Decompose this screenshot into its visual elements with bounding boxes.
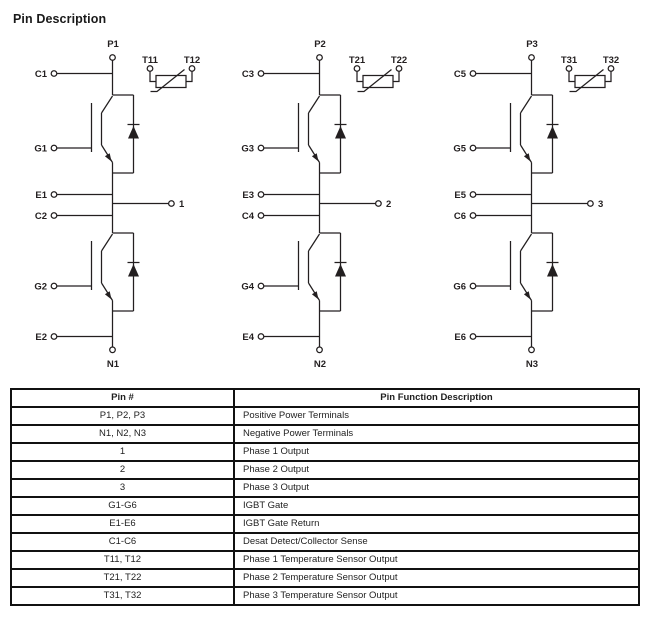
terminal-n xyxy=(529,347,535,353)
terminal-g-lower xyxy=(470,283,476,289)
emitter-arrow-upper-icon xyxy=(105,153,112,161)
table-row xyxy=(11,551,639,569)
description-cell: Phase 2 Temperature Sensor Output xyxy=(234,569,639,587)
terminal-c-lower xyxy=(258,213,264,219)
description-cell: Phase 1 Output xyxy=(234,443,639,461)
terminal-p xyxy=(317,55,323,61)
terminal-output xyxy=(588,201,594,207)
label-g-upper: G3 xyxy=(241,143,254,155)
pin-cell: T11, T12 xyxy=(11,551,234,569)
label-t-right: T12 xyxy=(183,55,201,66)
terminal-output xyxy=(376,201,382,207)
label-p: P2 xyxy=(314,39,326,50)
terminal-t-left xyxy=(147,66,153,72)
label-c-upper: C1 xyxy=(34,69,47,80)
label-g-lower: G4 xyxy=(241,281,254,293)
table-row xyxy=(11,407,639,425)
description-cell: IGBT Gate xyxy=(234,497,639,515)
diode-upper-icon xyxy=(335,126,346,139)
terminal-e-lower xyxy=(470,334,476,340)
terminal-g-lower xyxy=(258,283,264,289)
label-n: N1 xyxy=(106,359,120,370)
label-c-lower: C4 xyxy=(241,211,254,222)
label-t-left: T21 xyxy=(348,55,366,66)
label-e-lower: E6 xyxy=(454,332,466,343)
label-t-right: T22 xyxy=(390,55,408,66)
label-t-right: T32 xyxy=(602,55,620,66)
label-n: N2 xyxy=(313,359,327,370)
terminal-e-upper xyxy=(470,192,476,198)
table-row xyxy=(11,587,639,605)
terminal-e-upper xyxy=(258,192,264,198)
diode-lower-icon xyxy=(128,264,139,277)
emitter-arrow-upper-icon xyxy=(524,153,531,161)
label-p: P1 xyxy=(107,39,119,50)
label-e-lower: E4 xyxy=(242,332,254,343)
emitter-arrow-lower-icon xyxy=(524,291,531,299)
table-row xyxy=(11,425,639,443)
terminal-p xyxy=(110,55,116,61)
terminal-g-upper xyxy=(470,145,476,151)
label-g-lower: G2 xyxy=(34,281,47,293)
pin-cell: E1-E6 xyxy=(11,515,234,533)
description-cell: Phase 3 Temperature Sensor Output xyxy=(234,587,639,605)
terminal-t-right xyxy=(189,66,195,72)
label-output: 2 xyxy=(386,199,392,210)
terminal-t-left xyxy=(566,66,572,72)
label-g-lower: G6 xyxy=(453,281,466,293)
label-g-upper: G1 xyxy=(34,143,47,155)
label-output: 3 xyxy=(598,199,604,210)
half-bridge-wiring xyxy=(57,60,169,347)
label-output: 1 xyxy=(179,199,185,210)
terminal-g-upper xyxy=(51,145,57,151)
terminal-n xyxy=(317,347,323,353)
description-cell: Desat Detect/Collector Sense xyxy=(234,533,639,551)
emitter-arrow-lower-icon xyxy=(105,291,112,299)
label-e-upper: E3 xyxy=(242,190,254,201)
terminal-e-lower xyxy=(51,334,57,340)
phase-3-circuit-diagram xyxy=(419,33,635,378)
terminal-p xyxy=(529,55,535,61)
label-c-upper: C3 xyxy=(241,69,254,80)
header-pin-description: Pin Function Description xyxy=(234,389,639,407)
header-pin-number: Pin # xyxy=(11,389,234,407)
diode-upper-icon xyxy=(128,126,139,139)
phase-3-wires xyxy=(470,55,614,353)
terminal-c-lower xyxy=(51,213,57,219)
label-t-left: T11 xyxy=(142,55,158,66)
terminal-n xyxy=(110,347,116,353)
table-row xyxy=(11,569,639,587)
label-e-upper: E5 xyxy=(454,190,466,201)
pin-cell: C1-C6 xyxy=(11,533,234,551)
table-row xyxy=(11,497,639,515)
label-c-lower: C6 xyxy=(453,211,466,222)
label-e-upper: E1 xyxy=(35,190,47,201)
thermistor-body xyxy=(363,76,393,88)
terminal-e-lower xyxy=(258,334,264,340)
pin-cell: N1, N2, N3 xyxy=(11,425,234,443)
diode-lower-icon xyxy=(335,264,346,277)
thermistor-body xyxy=(156,76,186,88)
phase-2-wires xyxy=(258,55,402,353)
pin-cell: 2 xyxy=(11,461,234,479)
diode-lower-icon xyxy=(547,264,558,277)
label-e-lower: E2 xyxy=(35,332,47,343)
description-cell: IGBT Gate Return xyxy=(234,515,639,533)
label-t-left: T31 xyxy=(560,55,578,66)
phase-2-circuit-diagram xyxy=(207,33,423,378)
pin-cell: 1 xyxy=(11,443,234,461)
phase-1-wires xyxy=(51,55,195,353)
diode-upper-icon xyxy=(547,126,558,139)
page-title: Pin Description xyxy=(13,12,107,26)
table-row xyxy=(11,479,639,497)
terminal-t-left xyxy=(354,66,360,72)
pin-function-table xyxy=(10,388,640,606)
pin-cell: P1, P2, P3 xyxy=(11,407,234,425)
description-cell: Phase 2 Output xyxy=(234,461,639,479)
pin-cell: 3 xyxy=(11,479,234,497)
table-row xyxy=(11,461,639,479)
terminal-g-lower xyxy=(51,283,57,289)
phase-1-circuit-diagram xyxy=(0,33,216,378)
table-header-row xyxy=(11,389,639,407)
description-cell: Phase 1 Temperature Sensor Output xyxy=(234,551,639,569)
label-g-upper: G5 xyxy=(453,143,466,155)
pin-cell: T31, T32 xyxy=(11,587,234,605)
label-p: P3 xyxy=(526,39,538,50)
emitter-arrow-upper-icon xyxy=(312,153,319,161)
terminal-c-upper xyxy=(258,71,264,77)
label-n: N3 xyxy=(525,359,539,370)
half-bridge-wiring xyxy=(264,60,376,347)
table-row xyxy=(11,443,639,461)
terminal-c-upper xyxy=(51,71,57,77)
description-cell: Positive Power Terminals xyxy=(234,407,639,425)
emitter-arrow-lower-icon xyxy=(312,291,319,299)
pin-cell: G1-G6 xyxy=(11,497,234,515)
half-bridge-wiring xyxy=(476,60,588,347)
label-c-upper: C5 xyxy=(453,69,466,80)
terminal-t-right xyxy=(396,66,402,72)
terminal-c-lower xyxy=(470,213,476,219)
thermistor-body xyxy=(575,76,605,88)
terminal-t-right xyxy=(608,66,614,72)
terminal-g-upper xyxy=(258,145,264,151)
terminal-c-upper xyxy=(470,71,476,77)
pin-cell: T21, T22 xyxy=(11,569,234,587)
description-cell: Negative Power Terminals xyxy=(234,425,639,443)
terminal-e-upper xyxy=(51,192,57,198)
table-row xyxy=(11,533,639,551)
label-c-lower: C2 xyxy=(34,211,47,222)
terminal-output xyxy=(169,201,175,207)
description-cell: Phase 3 Output xyxy=(234,479,639,497)
table-row xyxy=(11,515,639,533)
